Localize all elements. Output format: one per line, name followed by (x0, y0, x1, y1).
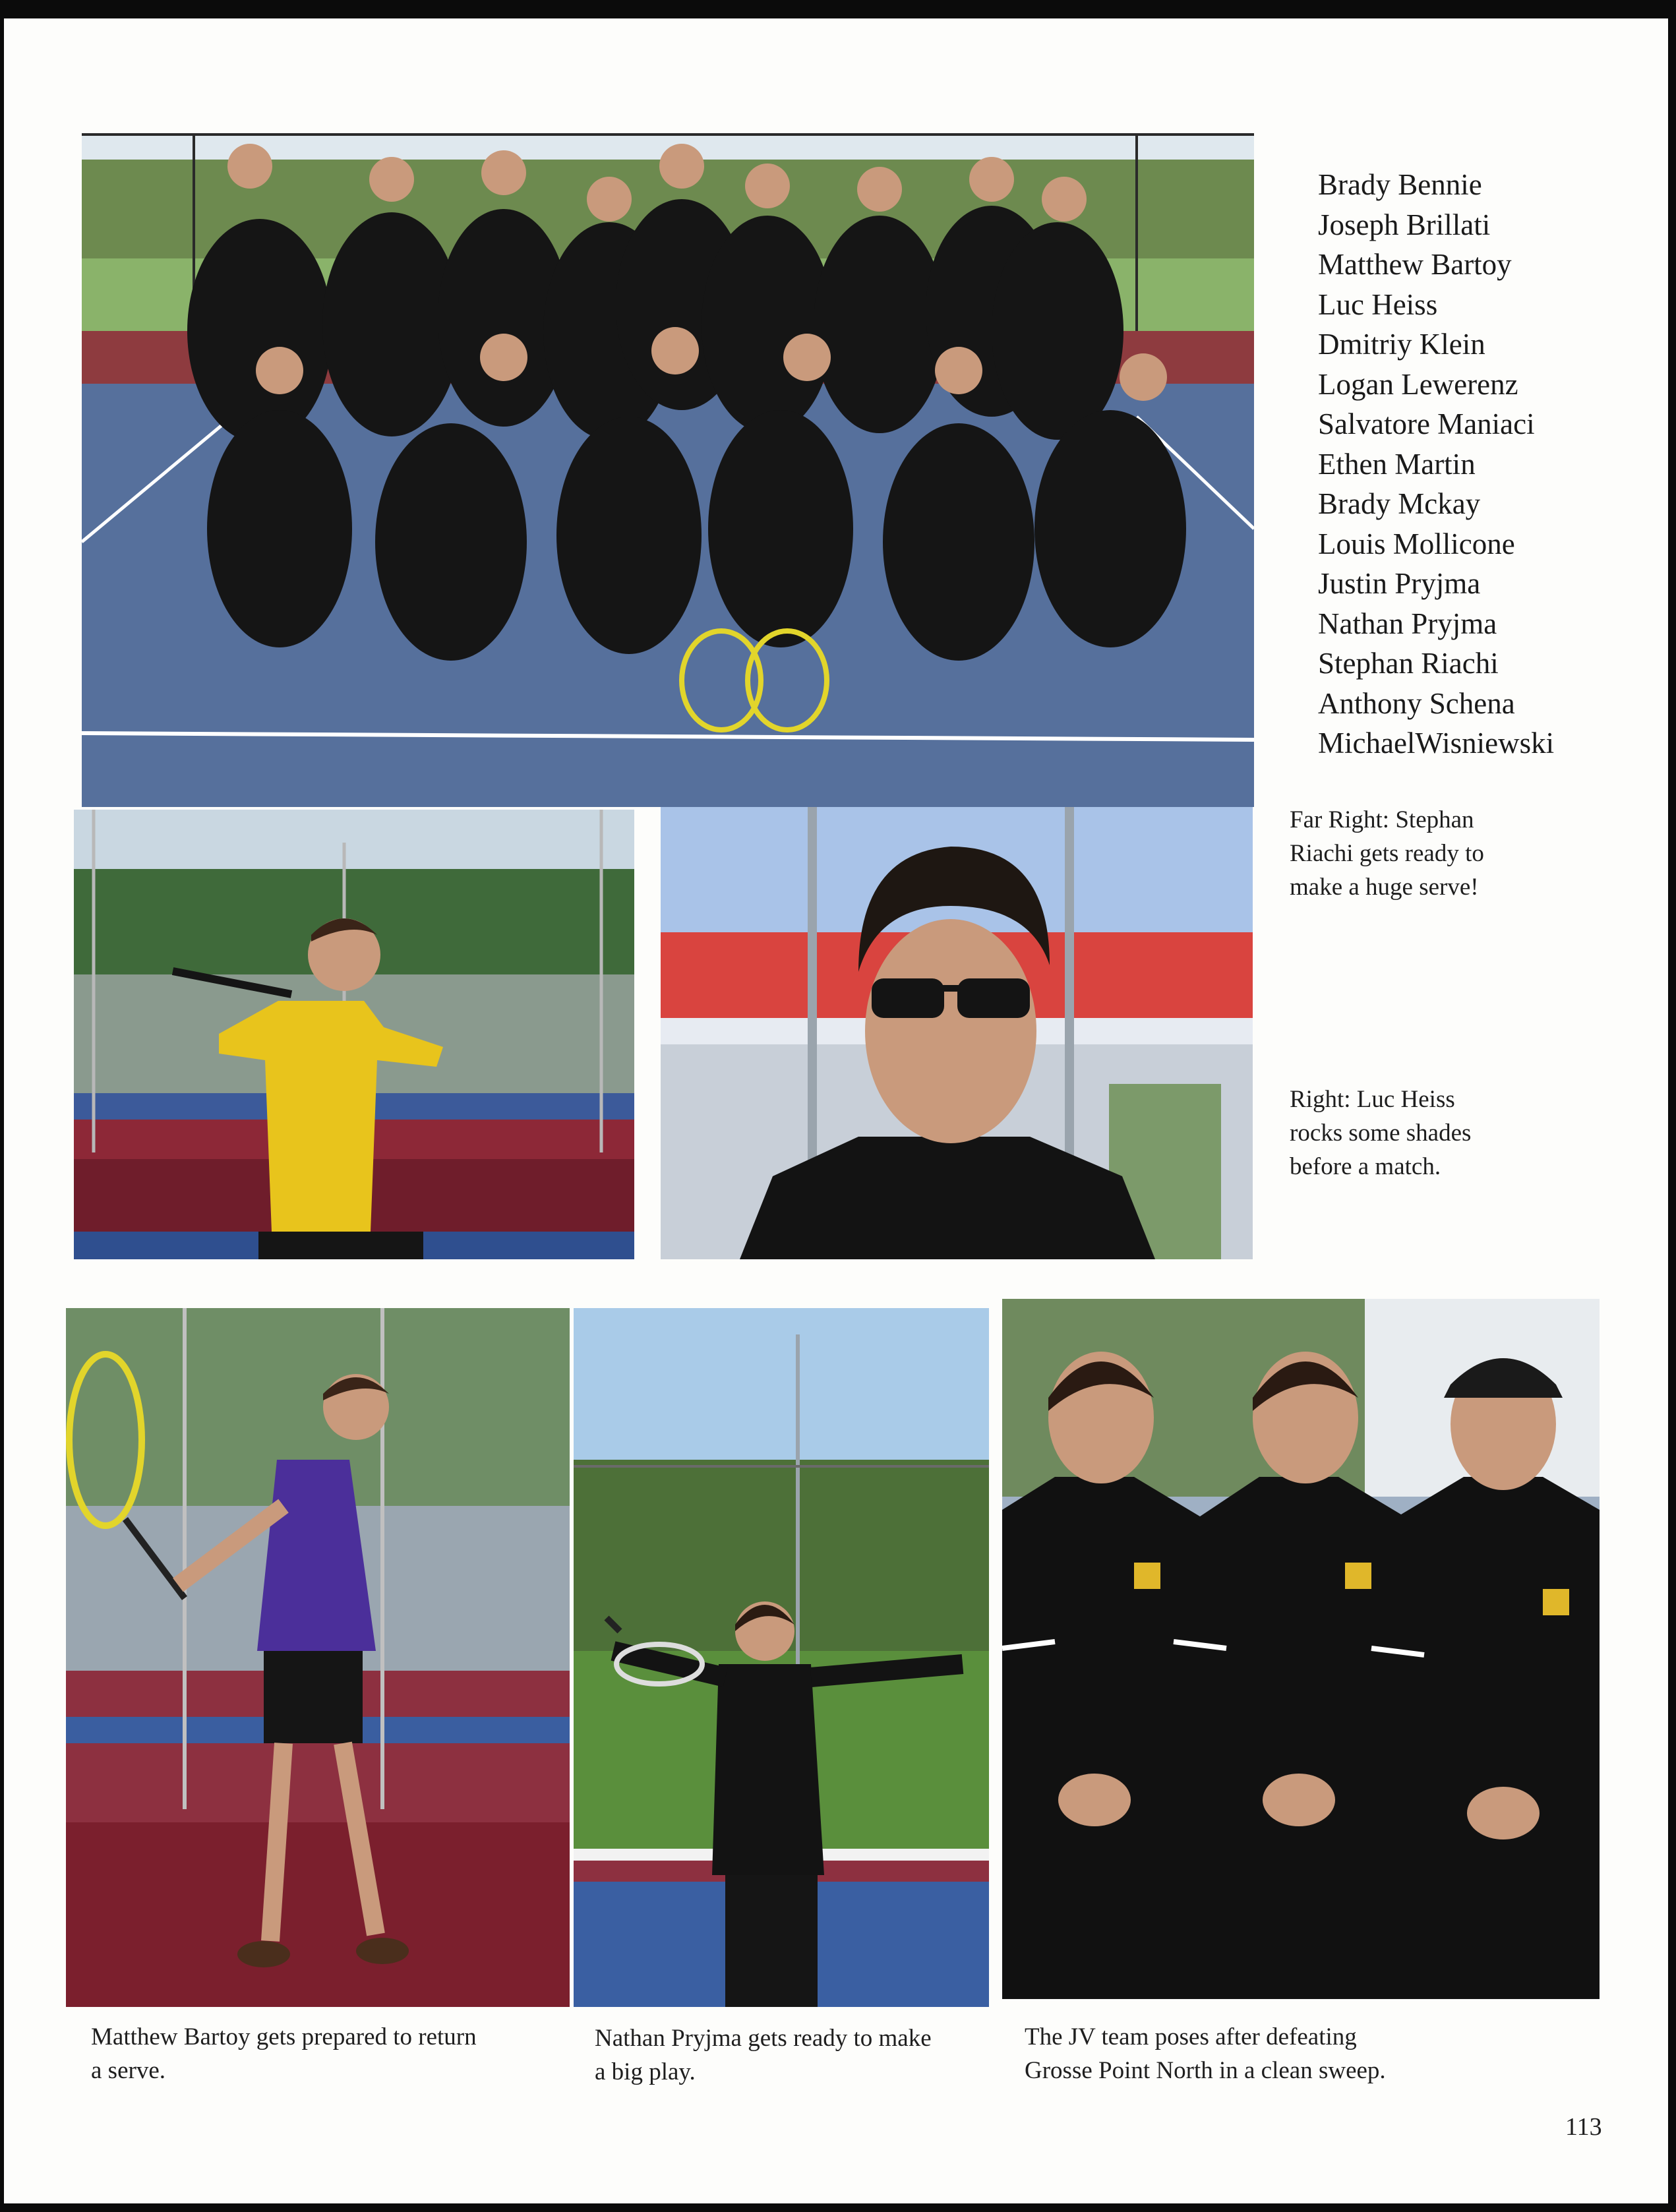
roster-name: Louis Mollicone (1318, 527, 1515, 560)
roster-list (1318, 165, 1595, 763)
stephan-serve-photo (74, 810, 634, 1259)
roster-name: Salvatore Maniaci (1318, 407, 1535, 440)
roster-name: Ethen Martin (1318, 447, 1476, 481)
page-number: 113 (1565, 2113, 1602, 2141)
roster-name: Matthew Bartoy (1318, 248, 1512, 281)
roster-name: Nathan Pryjma (1318, 607, 1497, 640)
roster-name: Stephan Riachi (1318, 647, 1499, 680)
roster-name: Anthony Schena (1318, 686, 1515, 720)
caption-jv: The JV team poses after defeating Grosse Point North in a clean sweep. (1025, 2023, 1386, 2084)
caption-luc: Right: Luc Heiss rocks some shades before a match. (1290, 1086, 1472, 1180)
roster-name: Logan Lewerenz (1318, 367, 1518, 401)
roster-name: Dmitriy Klein (1318, 328, 1485, 361)
roster-name: Justin Pryjma (1318, 567, 1481, 600)
roster-name: MichaelWisniewski (1318, 727, 1555, 760)
caption-stephan: Far Right: Stephan Riachi gets ready to make a huge serve! (1290, 806, 1484, 901)
caption-nathan: Nathan Pryjma gets ready to make a big play. (595, 2025, 932, 2085)
roster-name: Joseph Brillati (1318, 208, 1491, 241)
nathan-play-photo (574, 1308, 989, 2007)
jv-team-photo (1002, 1299, 1600, 1999)
roster-name: Brady Bennie (1318, 168, 1482, 201)
team-photo (82, 133, 1254, 807)
roster-name: Brady Mckay (1318, 487, 1481, 520)
luc-shades-photo (661, 807, 1253, 1259)
yearbook-page (4, 18, 1668, 2203)
roster-name: Luc Heiss (1318, 287, 1438, 321)
caption-matthew: Matthew Bartoy gets prepared to return a serve. (91, 2023, 477, 2084)
matthew-return-photo (66, 1308, 570, 2007)
